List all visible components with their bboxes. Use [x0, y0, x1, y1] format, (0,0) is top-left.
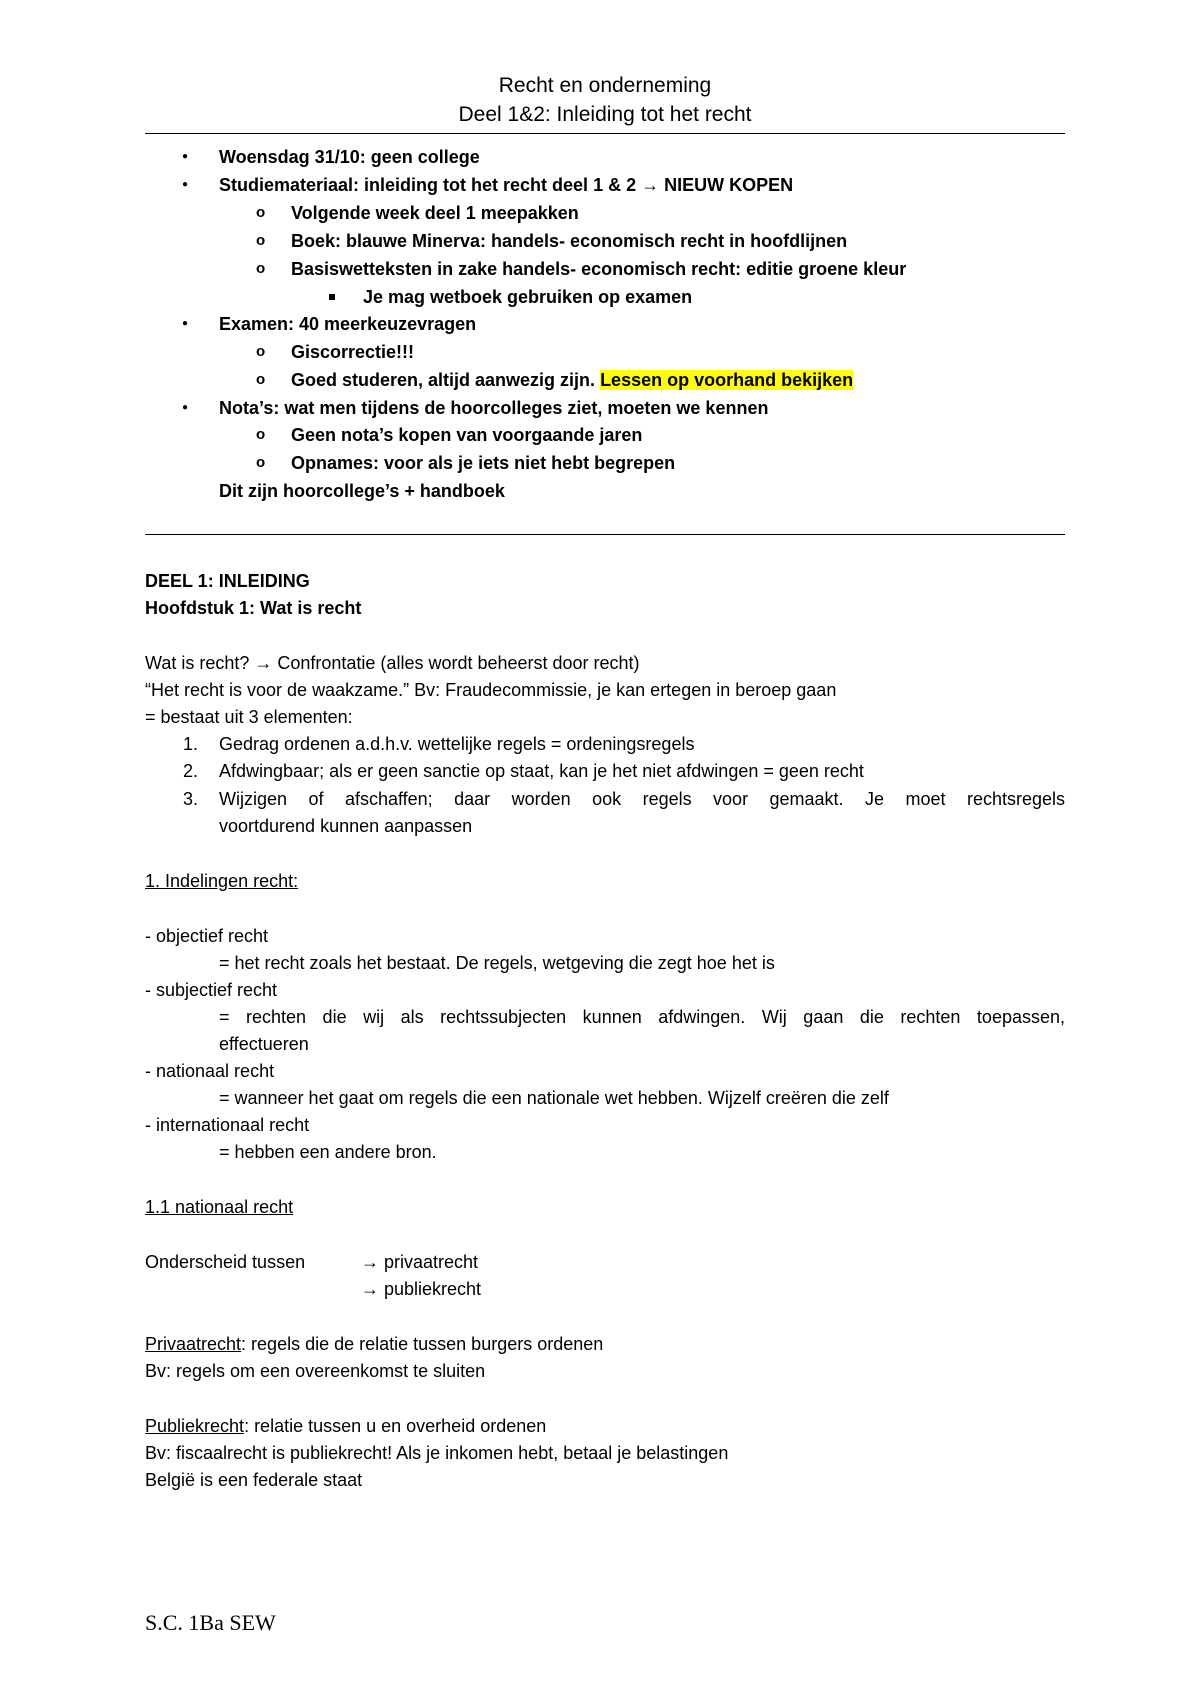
definition-text: = rechten die wij als rechtssubjecten kunnen afdwingen. Wij gaan die rechten toepassen, [219, 1007, 1065, 1027]
note-line: Je mag wetboek gebruiken op examen [363, 287, 693, 307]
definition-term: - internationaal recht [145, 1115, 310, 1135]
note-line: Boek: blauwe Minerva: handels- economisch recht in hoofdlijnen [291, 231, 848, 251]
sub-bullet-icon: o [256, 454, 266, 471]
body-text: : regels die de relatie tussen burgers ordenen [241, 1334, 604, 1354]
list-item: Gedrag ordenen a.d.h.v. wettelijke regels = ordeningsregels [219, 734, 695, 754]
body-text: : relatie tussen u en overheid ordenen [244, 1416, 547, 1436]
definition-term: - subjectief recht [145, 980, 278, 1000]
sub-bullet-icon: o [256, 371, 266, 388]
note-line: Dit zijn hoorcollege’s + handboek [219, 481, 505, 501]
note-line [219, 174, 793, 196]
section-rule [145, 534, 1065, 535]
term-text: Publiekrecht [145, 1416, 245, 1436]
note-text: NIEUW KOPEN [659, 175, 794, 195]
body-line: “Het recht is voor de waakzame.” Bv: Fraudecommissie, je kan ertegen in beroep gaan [145, 680, 837, 700]
header-rule [145, 133, 1065, 134]
list-item-continued: voortdurend kunnen aanpassen [219, 816, 473, 836]
section-heading: 1. Indelingen recht: [145, 871, 299, 891]
body-line [361, 1251, 478, 1273]
body-line [145, 1415, 546, 1437]
body-line [361, 1278, 481, 1300]
note-line: Giscorrectie!!! [291, 342, 415, 362]
highlighted-text: Lessen op voorhand bekijken [600, 370, 854, 390]
body-line: = bestaat uit 3 elementen: [145, 707, 353, 727]
part-heading: DEEL 1: INLEIDING [145, 571, 310, 591]
sub-bullet-icon: o [256, 260, 266, 277]
arrow-icon: → [361, 1279, 379, 1299]
term-text: Privaatrecht [145, 1334, 242, 1354]
document-subtitle: Deel 1&2: Inleiding tot het recht [458, 103, 752, 126]
sub-bullet-icon: o [256, 426, 266, 443]
list-item: Afdwingbaar; als er geen sanctie op staat, kan je het niet afdwingen = geen recht [219, 761, 864, 781]
note-line: Geen nota’s kopen van voorgaande jaren [291, 425, 643, 445]
sub-bullet-icon: o [256, 343, 266, 360]
body-text: publiekrecht [379, 1279, 482, 1299]
arrow-icon: → [254, 653, 273, 673]
body-line: Bv: regels om een overeenkomst te sluiten [145, 1361, 486, 1381]
body-line: Bv: fiscaalrecht is publiekrecht! Als je inkomen hebt, betaal je belastingen [145, 1443, 729, 1463]
note-text: Studiemateriaal: inleiding tot het recht deel 1 & 2 [219, 175, 642, 195]
chapter-heading: Hoofdstuk 1: Wat is recht [145, 598, 362, 618]
bullet-icon: ● [182, 179, 189, 190]
body-text: Wat is recht? [145, 653, 255, 673]
square-bullet-icon [329, 294, 335, 300]
definition-text: = het recht zoals het bestaat. De regels, wetgeving die zegt hoe het is [219, 953, 775, 973]
list-number: 3. [183, 789, 199, 809]
body-line [145, 652, 640, 674]
sub-bullet-icon: o [256, 204, 266, 221]
bullet-icon: ● [182, 151, 189, 162]
arrow-icon: → [641, 175, 660, 195]
page-footer: S.C. 1Ba SEW [145, 1610, 276, 1635]
bullet-icon: ● [182, 402, 189, 413]
body-text: Confrontatie (alles wordt beheerst door recht) [272, 653, 640, 673]
list-item: Wijzigen of afschaffen; daar worden ook regels voor gemaakt. Je moet rechtsregels [219, 789, 1065, 809]
note-line: Examen: 40 meerkeuzevragen [219, 314, 477, 334]
body-line: België is een federale staat [145, 1470, 363, 1490]
bullet-icon: ● [182, 318, 189, 329]
note-line: Woensdag 31/10: geen college [219, 147, 480, 167]
definition-text: = hebben een andere bron. [219, 1142, 437, 1162]
definition-term: - nationaal recht [145, 1061, 275, 1081]
body-text: privaatrecht [379, 1252, 479, 1272]
arrow-icon: → [361, 1252, 379, 1272]
note-line: Nota’s: wat men tijdens de hoorcolleges ziet, moeten we kennen [219, 398, 769, 418]
note-line: Opnames: voor als je iets niet hebt begrepen [291, 453, 676, 473]
list-number: 2. [183, 761, 199, 781]
note-line: Basiswetteksten in zake handels- economisch recht: editie groene kleur [291, 259, 907, 279]
list-number: 1. [183, 734, 199, 754]
sub-bullet-icon: o [256, 232, 266, 249]
note-line: Volgende week deel 1 meepakken [291, 203, 579, 223]
definition-text-continued: effectueren [219, 1034, 309, 1054]
body-line: Onderscheid tussen [145, 1252, 306, 1272]
body-line [145, 1333, 603, 1355]
document-title: Recht en onderneming [498, 74, 712, 97]
note-line [291, 369, 853, 391]
note-text: Goed studeren, altijd aanwezig zijn. [291, 370, 601, 390]
definition-text: = wanneer het gaat om regels die een nationale wet hebben. Wijzelf creëren die zelf [219, 1088, 889, 1108]
section-heading: 1.1 nationaal recht [145, 1197, 294, 1217]
definition-term: - objectief recht [145, 926, 269, 946]
